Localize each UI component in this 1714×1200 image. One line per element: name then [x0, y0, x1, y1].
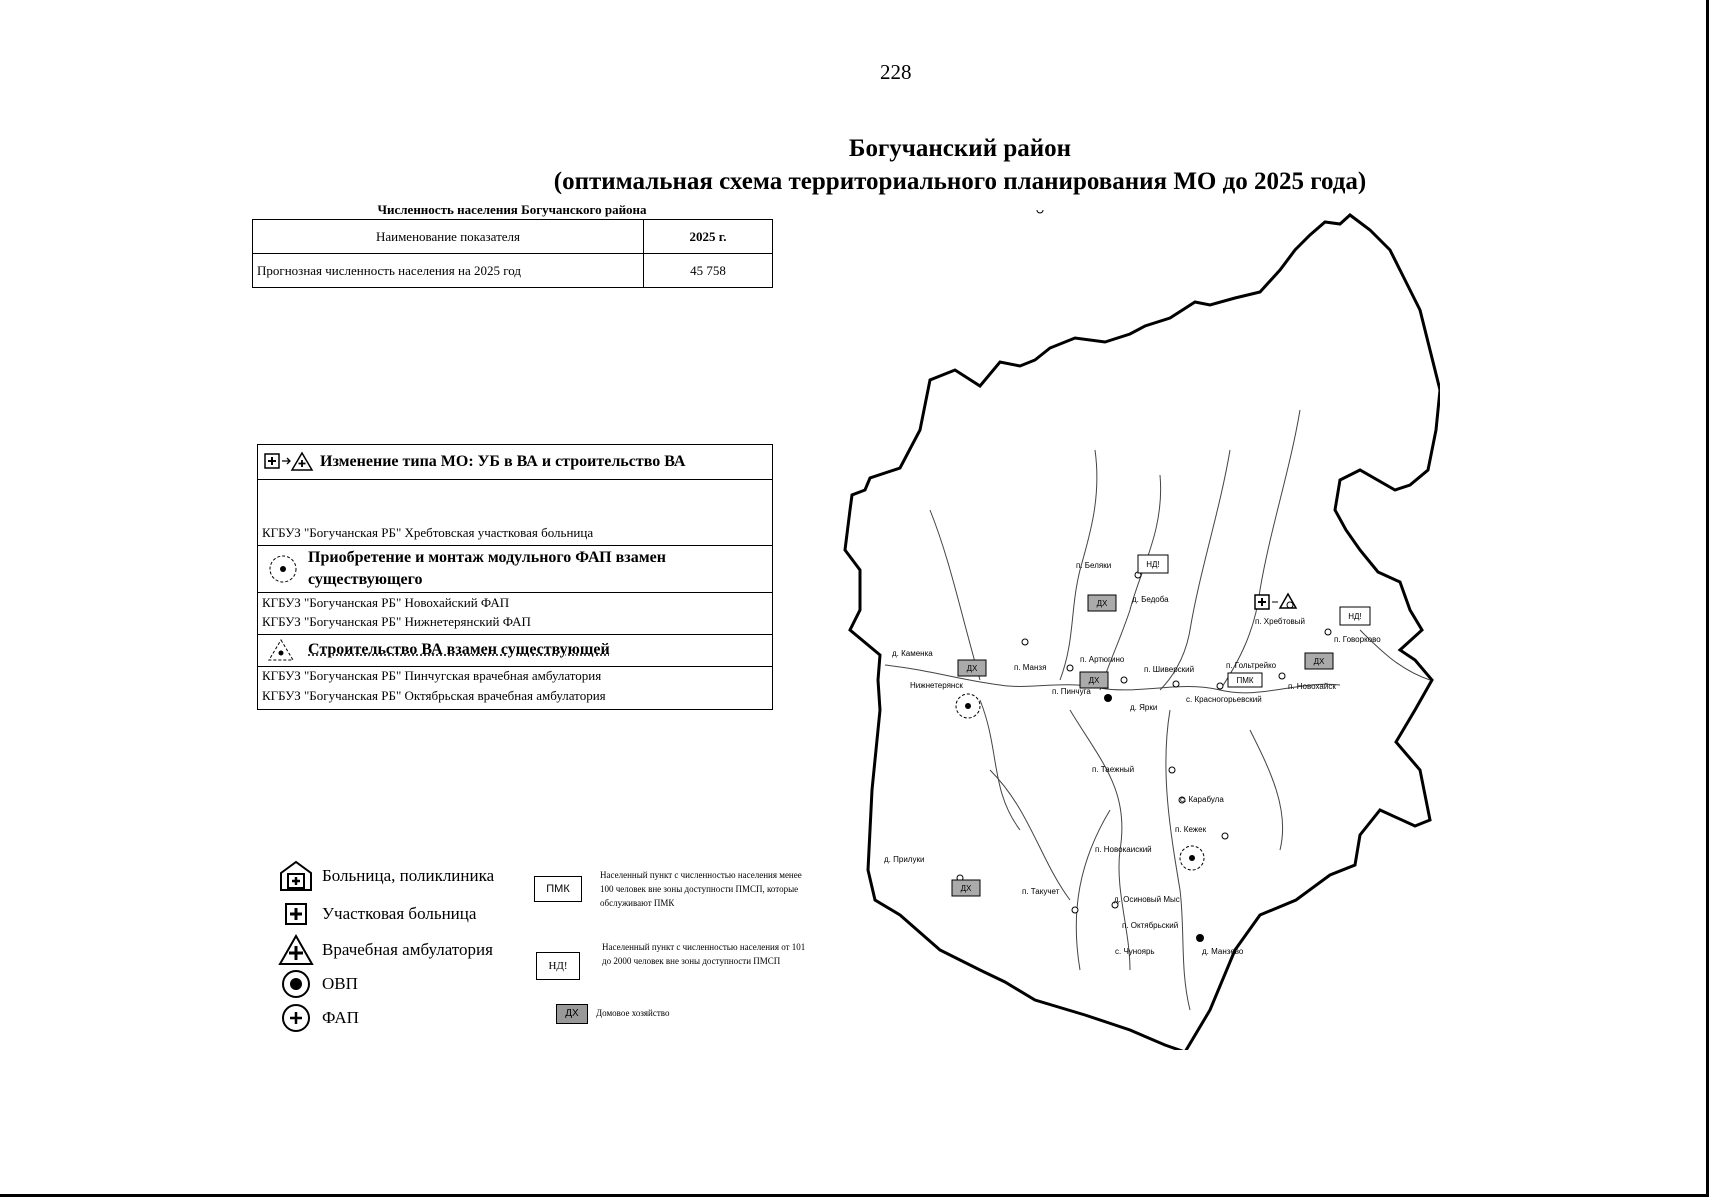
ovp-icon — [278, 968, 314, 1000]
map-label: д. Ярки — [1130, 703, 1158, 712]
table-cell: 45 758 — [644, 254, 773, 288]
nd-note: Населенный пункт с численностью населения от 101 до 2000 человек вне зоны доступности ПМСП — [602, 942, 806, 966]
map-label: п. Такучет — [1022, 887, 1060, 896]
legend-section-build-va — [258, 634, 772, 667]
map-label: п. Шиверский — [1144, 665, 1195, 674]
legend-item: КГБУЗ "Богучанская РБ" Пинчугская врачебная амбулатория — [262, 668, 602, 683]
page-title — [500, 132, 1420, 198]
map-label: п. Новокаиский — [1095, 845, 1152, 854]
table-header-cell: Наименование показателя — [253, 220, 644, 254]
legend-item: КГБУЗ "Богучанская РБ" Октябрьская врачебная амбулатория — [262, 688, 606, 703]
map-label: п. Беляки — [1076, 561, 1112, 570]
table-header-cell: 2025 г. — [644, 220, 773, 254]
legend-row-ambulatory — [278, 934, 493, 966]
map-label: д. Прилуки — [884, 855, 925, 864]
legend-section-body — [258, 592, 772, 635]
title-line-2: (оптимальная схема территориального планирования МО до 2025 года) — [553, 168, 1367, 195]
map-badge-label: ДХ — [1088, 676, 1100, 685]
map-label: с. Красногорьевский — [1186, 695, 1262, 704]
map-label: с. Карабула — [1180, 795, 1224, 804]
map-label: п. Манзя — [1014, 663, 1047, 672]
legend-section-modular-fap — [258, 545, 772, 593]
legend-label: ФАП — [322, 1008, 359, 1027]
map-label: п. Новохайск — [1288, 682, 1336, 691]
legend-item: КГБУЗ "Богучанская РБ" Новохайский ФАП — [262, 595, 510, 610]
nd-badge: НД! — [536, 952, 580, 980]
legend-section-type-change — [258, 445, 772, 480]
legend-section-title: Приобретение и монтаж модульного ФАП взамен — [308, 548, 666, 566]
hospital-icon — [278, 860, 314, 892]
map-label: п. Артюгино — [1080, 655, 1125, 664]
map-badge-label: НД! — [1146, 560, 1160, 569]
legend-label: Участковая больница — [322, 904, 477, 923]
map-label: д. Бедоба — [1132, 595, 1169, 604]
map-badges — [952, 555, 1370, 896]
build-va-icon — [266, 637, 296, 663]
legend-label: Врачебная амбулатория — [322, 940, 493, 959]
map-badge-label: НД! — [1348, 612, 1362, 621]
table-cell: Прогнозная численность населения на 2025 год — [253, 254, 644, 288]
ambulatory-marker — [1196, 934, 1204, 942]
fap-icon — [278, 1002, 314, 1034]
map-badge-label: ДХ — [1313, 657, 1325, 666]
map-label: п. Гольтрейко — [1226, 661, 1277, 670]
dh-badge: ДХ — [556, 1004, 588, 1024]
map-label: п. Хребтовый — [1255, 617, 1305, 626]
ub-to-va-icon — [264, 451, 316, 473]
legend-label: ОВП — [322, 974, 358, 993]
legend-row-ovp — [278, 968, 358, 1000]
legend-row-fap — [278, 1002, 359, 1034]
rivers — [885, 410, 1430, 1010]
legend-section-body — [258, 666, 772, 708]
map-label: с. Чуноярь — [1115, 947, 1155, 956]
title-line-1: Богучанский район — [848, 135, 1072, 162]
map-badge-label: ПМК — [1236, 676, 1254, 685]
legend-label: Больница, поликлиника — [322, 866, 495, 885]
map-label: п. Кежек — [1175, 825, 1207, 834]
page-number: 228 — [880, 60, 912, 84]
badge-labels — [961, 560, 1362, 893]
district-hospital-icon — [278, 900, 314, 928]
ambulatory-icon — [278, 934, 314, 966]
population-table — [252, 219, 773, 288]
map-label: Нижнетерянск — [910, 681, 963, 690]
table-row — [253, 254, 773, 288]
legend-section-title: существующего — [308, 570, 423, 588]
ambulatory-marker — [1104, 694, 1112, 702]
map-label: д. Манзево — [1202, 947, 1244, 956]
map-label: п. Пинчуга — [1052, 687, 1091, 696]
district-map — [840, 210, 1440, 1050]
legend-row-district-hospital — [278, 900, 476, 928]
map-badge-label: ДХ — [960, 884, 972, 893]
dh-note: Домовое хозяйство — [596, 1008, 670, 1018]
pmk-note: Населенный пункт с численностью населения менее 100 человек вне зоны доступности ПМСП, которые обслуживают ПМК — [600, 870, 802, 908]
map-label: п. Октябрьский — [1122, 921, 1179, 930]
map-label: д. Осиновый Мыс — [1114, 895, 1180, 904]
legend-section-body — [258, 479, 772, 546]
settlement-labels — [884, 561, 1381, 956]
map-badge-label: ДХ — [1096, 599, 1108, 608]
legend-section-title: Изменение типа МО: УБ в ВА и строительство ВА — [320, 453, 686, 470]
legend-row-hospital — [278, 860, 494, 892]
legend-item: КГБУЗ "Богучанская РБ" Хребтовская участковая больница — [262, 525, 594, 540]
table-header-row — [253, 220, 773, 254]
map-label: п. Таежный — [1092, 765, 1135, 774]
map-label: д. Каменка — [892, 649, 933, 658]
modular-fap-icon — [266, 552, 300, 586]
changes-legend — [257, 444, 773, 710]
pmk-badge: ПМК — [534, 876, 582, 902]
population-table-caption: Численность населения Богучанского района — [377, 202, 647, 217]
legend-section-title: Строительство ВА взамен существующей — [308, 641, 610, 658]
map-badge-label: ДХ — [966, 664, 978, 673]
legend-item: КГБУЗ "Богучанская РБ" Нижнетерянский ФАП — [262, 614, 531, 629]
map-label: п. Говорково — [1334, 635, 1381, 644]
